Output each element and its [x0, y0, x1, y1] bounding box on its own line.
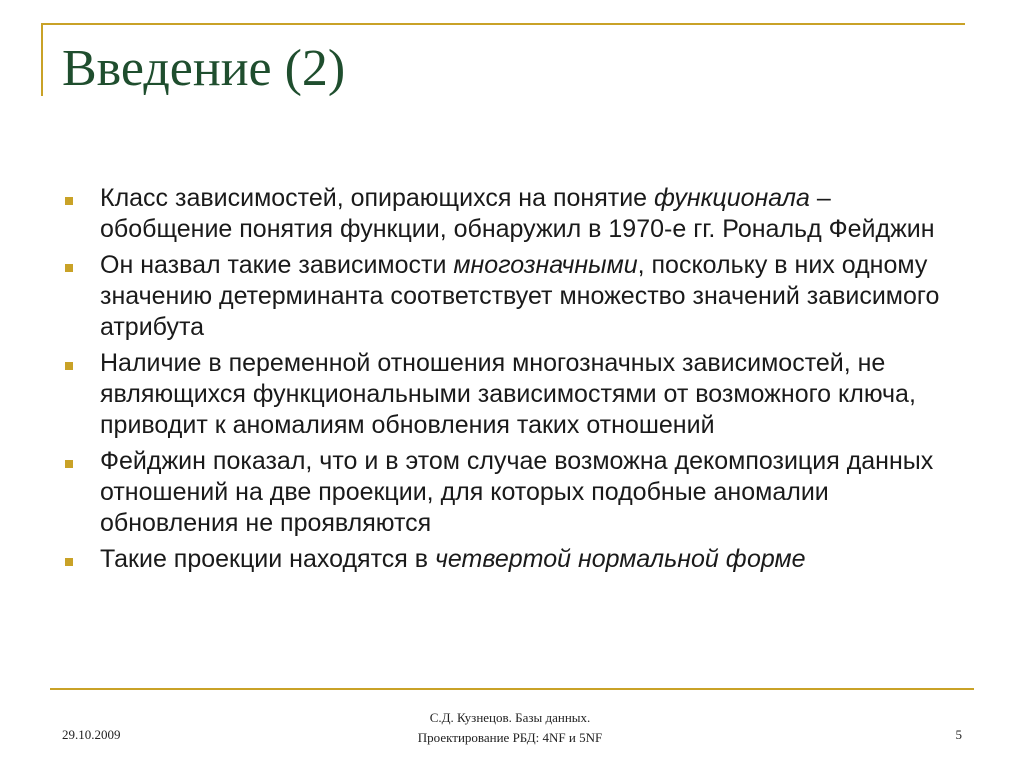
- bullet-text: Он назвал такие зависимости многозначными, поскольку в них одному значению детерминанта соответствует множество значений зависимого атрибута: [100, 251, 940, 341]
- bullet-text: Наличие в переменной отношения многозначных зависимостей, не являющихся функциональными зависимостями от возможного ключа, приводит к аномалиям обновления таких отношений: [100, 349, 916, 439]
- bullet-list: [62, 183, 962, 580]
- page-number: 5: [955, 727, 962, 742]
- slide-title: Введение (2): [62, 40, 346, 97]
- footer-rule: [50, 688, 974, 690]
- bullet-text: Класс зависимостей, опирающихся на понятие функционала – обобщение понятия функции, обнаружил в 1970-е гг. Рональд Фейджин: [100, 184, 935, 243]
- bullet-item: [62, 250, 962, 343]
- footer-caption-line: Проектирование РБД: 4NF и 5NF: [417, 730, 603, 745]
- bullet-item: [62, 544, 962, 575]
- square-bullet-icon: [65, 197, 73, 205]
- footer-caption: [360, 708, 660, 748]
- square-bullet-icon: [65, 558, 73, 566]
- square-bullet-icon: [65, 362, 73, 370]
- left-rule: [41, 23, 43, 96]
- bullet-item: [62, 348, 962, 441]
- square-bullet-icon: [65, 460, 73, 468]
- bullet-item: [62, 446, 962, 539]
- square-bullet-icon: [65, 264, 73, 272]
- bullet-text: Фейджин показал, что и в этом случае возможна декомпозиция данных отношений на две проекции, для которых подобные аномалии обновления не проявляются: [100, 447, 934, 537]
- bullet-text: Такие проекции находятся в четвертой нормальной форме: [100, 545, 806, 573]
- footer-date: 29.10.2009: [62, 727, 121, 742]
- top-rule: [41, 23, 965, 25]
- footer-caption-line: С.Д. Кузнецов. Базы данных.: [429, 710, 591, 725]
- bullet-item: [62, 183, 962, 245]
